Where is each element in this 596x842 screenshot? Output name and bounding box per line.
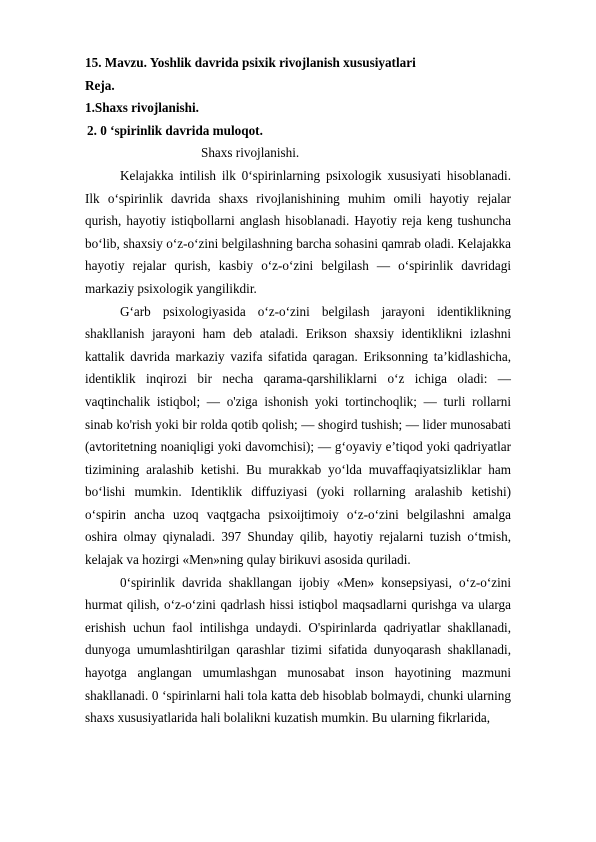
paragraph-1: Kelajakka intilish ilk 0‘spirinlarning psixologik xususiyati hisoblanadi. Ilk o‘spirinlik davrida shaxs rivojlanishining muhim omili hayotiy rejalar qurish, hayotiy istiqbollarni anglash hisoblanadi. Hayotiy reja keng tushuncha bo‘lib, shaxsiy o‘z-o‘zini belgilashning barcha sohasini qamrab oladi. Kelajakka hayotiy rejalar qurish, kasbiy o‘z-o‘zini belgilash — o‘spirinlik davridagi markaziy psixologik yangilikdir. <box>85 167 511 296</box>
plan-item-1: 1.Shaxs rivojlanishi. <box>85 100 199 116</box>
plan-label: Reja. <box>85 77 115 93</box>
paragraph-2: G‘arb psixologiyasida o‘z-o‘zini belgilash jarayoni identiklikning shakllanish jarayoni ham deb ataladi. Erikson shaxsiy identiklikni izlashni kattalik davrida markaziy vazifa sifatida qaragan. Eriksonning ta’kidlashicha, identiklik inqirozi bir necha qarama-qarshiliklarni o‘z ichiga oladi: — vaqtinchalik istiqbol; — o'ziga ishonish yoki tortinchoqlik; — turli rollarni sinab ko'rish yoki bir rolda qotib qolish; — shogird tushish; — lider munosabati (avtoritetning noaniqligi yoki davomchisi); — g‘oyaviy e’tiqod yoki qadriyatlar tizimining aralashib ketishi. Bu murakkab yo‘lda muvaffaqiyatsizliklar ham bo‘lishi mumkin. Identiklik diffuziyasi (yoki rollarning aralashib ketishi) o‘spirin ancha uzoq vaqtgacha psixoijtimoiy o‘z-o‘zini belgilashni amalga oshira olmay qiynaladi. 397 Shunday qilib, hayotiy rejalarni tuzish o‘tmish, kelajak va hozirgi «Men»ning qulay birikuvi asosida quriladi. <box>85 303 511 568</box>
document-title: 15. Mavzu. Yoshlik davrida psixik rivojlanish xususiyatlari <box>85 55 416 70</box>
plan-item-2: 2. 0 ‘spirinlik davrida muloqot. <box>87 122 263 138</box>
paragraph-3: 0‘spirinlik davrida shakllangan ijobiy «Men» konsepsiyasi, o‘z-o‘zini hurmat qilish, o‘z-o‘zini qadrlash hissi istiqbol maqsadlarni qurishga va ularga erishish uchun faol intilishga undaydi. O'spirinlarda qadriyatlar shakllanadi, dunyoga umumlashtirilgan qarashlar tizimi sifatida dunyoqarash shakllanadi, hayotga anglangan umumlashgan munosabat inson hayotining mazmuni shakllanadi. 0 ‘spirinlarni hali tola katta deb hisoblab bolmaydi, chunki ularning shaxs xususiyatlarida hali bolalikni kuzatish mumkin. Bu ularning fikrlarida, <box>85 574 511 726</box>
section-title: Shaxs rivojlanishi. <box>201 145 300 161</box>
document-page <box>85 52 511 730</box>
